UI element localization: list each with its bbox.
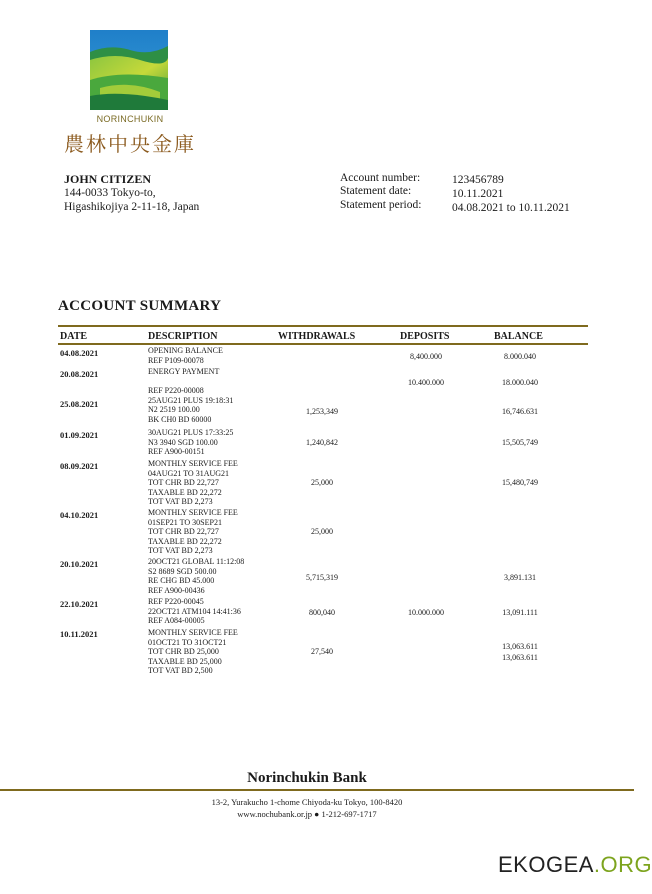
row-description: 20OCT21 GLOBAL 11:12:08 S2 8689 SGD 500.00 RE CHG BD 45.000 REF A900-00436 (148, 557, 245, 595)
row-date: 25.08.2021 (60, 399, 99, 409)
footer-contact: www.nochubank.or.jp ● 1-212-697-1717 (237, 809, 377, 819)
footer-bank-name: Norinchukin Bank (247, 770, 367, 786)
statement-date-label: Statement date: (340, 185, 412, 197)
row-deposit: 10.000.000 (408, 608, 444, 617)
row-date: 01.09.2021 (60, 430, 99, 440)
row-withdrawal: 27,540 (311, 647, 333, 656)
row-balance-secondary: 13,063.611 (502, 653, 538, 662)
row-deposit: 8,400.000 (410, 352, 442, 361)
row-description: MONTHLY SERVICE FEE 04AUG21 TO 31AUG21 TOT CHR BD 22,727 TAXABLE BD 22,272 TOT VAT BD 2,273 (148, 459, 238, 507)
row-date: 04.10.2021 (60, 510, 99, 520)
row-date: 20.10.2021 (60, 559, 99, 569)
row-balance: 8.000.040 (504, 352, 536, 361)
row-date: 10.11.2021 (60, 629, 98, 639)
customer-address-line2: Higashikojiya 2-11-18, Japan (64, 201, 200, 213)
statement-period-label: Statement period: (340, 199, 422, 211)
row-withdrawal: 1,240,842 (306, 438, 338, 447)
footer-address: 13-2, Yurakucho 1-chome Chiyoda-ku Tokyo, 100-8420 (211, 797, 403, 807)
header-description: DESCRIPTION (148, 331, 218, 342)
summary-header-rule (58, 343, 588, 345)
row-balance: 13,091.111 (502, 608, 538, 617)
header-deposits: DEPOSITS (400, 331, 450, 342)
header-date: DATE (60, 331, 88, 342)
row-deposit: 10.400.000 (408, 378, 444, 387)
row-date: 20.08.2021 (60, 369, 99, 379)
statement-date-value: 10.11.2021 (452, 188, 504, 200)
row-date: 22.10.2021 (60, 599, 99, 609)
row-date: 08.09.2021 (60, 461, 99, 471)
row-description: REF P220-00008 25AUG21 PLUS 19:18:31 N2 2519 100.00 BK CH0 BD 60000 (148, 386, 234, 424)
row-date: 04.08.2021 (60, 348, 99, 358)
account-summary-title: ACCOUNT SUMMARY (58, 298, 222, 314)
row-withdrawal: 25,000 (311, 478, 333, 487)
norinchukin-logo-image (90, 30, 168, 110)
account-number-value: 123456789 (452, 174, 504, 186)
row-description: REF P220-00045 22OCT21 ATM104 14:41:36 REF A084-00005 (148, 597, 241, 626)
footer-rule (0, 789, 634, 791)
customer-name: JOHN CITIZEN (64, 172, 152, 186)
brand-roman-name: NORINCHUKIN (96, 114, 164, 124)
row-balance: 13,063.611 (502, 642, 538, 651)
watermark: EKOGEA.ORG (498, 852, 652, 877)
row-balance: 16,746.631 (502, 407, 538, 416)
row-balance: 3,891.131 (504, 573, 536, 582)
row-description: 30AUG21 PLUS 17:33:25 N3 3940 SGD 100.00 REF A900-00151 (148, 428, 234, 457)
header-balance: BALANCE (494, 331, 543, 342)
row-balance: 15,480,749 (502, 478, 538, 487)
row-balance: 15,505,749 (502, 438, 538, 447)
row-description: MONTHLY SERVICE FEE 01OCT21 TO 31OCT21 TOT CHR BD 25,000 TAXABLE BD 25,000 TOT VAT BD 2,500 (148, 628, 238, 676)
summary-top-rule (58, 325, 588, 327)
row-withdrawal: 1,253,349 (306, 407, 338, 416)
row-withdrawal: 5,715,319 (306, 573, 338, 582)
account-number-label: Account number: (340, 172, 421, 184)
row-balance: 18.000.040 (502, 378, 538, 387)
brand-kanji-name: 農林中央金庫 (64, 132, 196, 156)
row-description: ENERGY PAYMENT (148, 367, 220, 376)
header-withdrawals: WITHDRAWALS (278, 331, 356, 342)
row-withdrawal: 25,000 (311, 527, 333, 536)
row-description: OPENING BALANCE REF P109-00078 (148, 346, 223, 365)
customer-address-line1: 144-0033 Tokyo-to, (64, 187, 156, 199)
statement-period-value: 04.08.2021 to 10.11.2021 (452, 202, 570, 214)
row-description: MONTHLY SERVICE FEE 01SEP21 TO 30SEP21 TOT CHR BD 22,727 TAXABLE BD 22,272 TOT VAT BD 2,273 (148, 508, 238, 556)
row-withdrawal: 800,040 (309, 608, 335, 617)
